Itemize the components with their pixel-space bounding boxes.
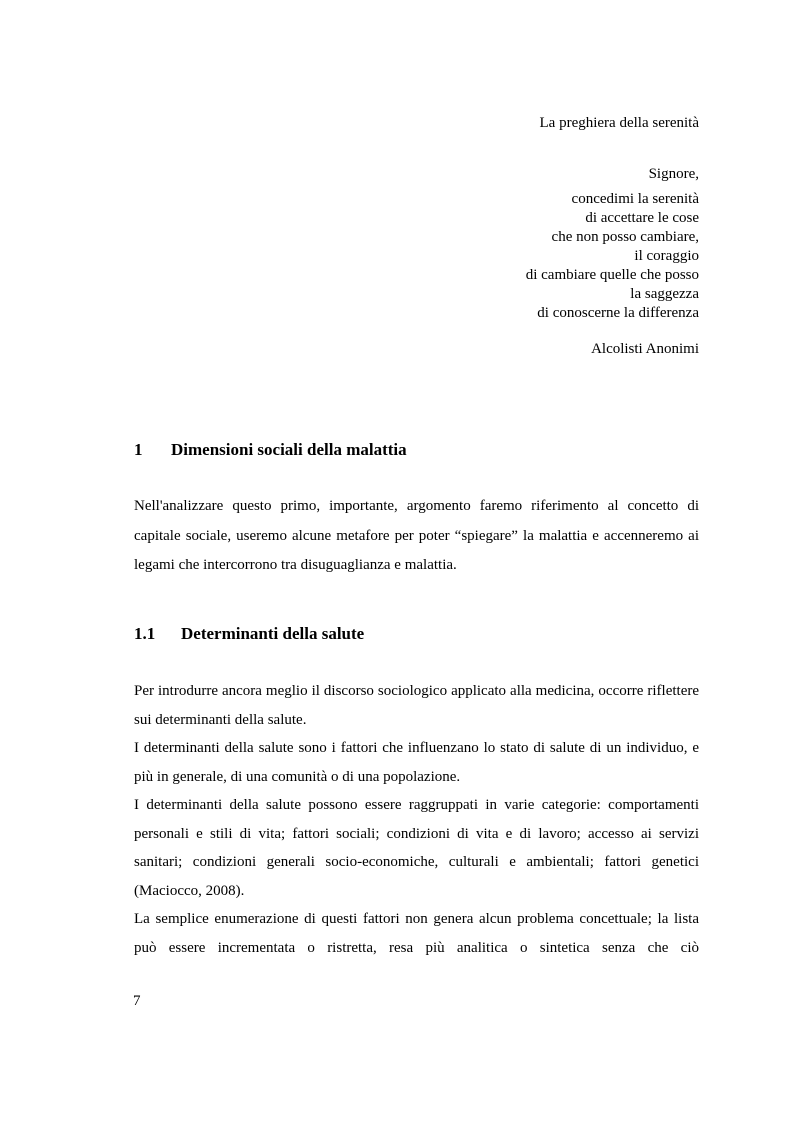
epigraph-author: Alcolisti Anonimi bbox=[591, 341, 699, 357]
epigraph-line: di accettare le cose bbox=[585, 210, 699, 226]
body-paragraph: I determinanti della salute sono i fattori che influenzano lo stato di salute di un individuo, e più in generale, di una comunità o di una popolazione. bbox=[134, 740, 699, 785]
epigraph-line: la saggezza bbox=[630, 286, 699, 302]
section-number: 1 bbox=[134, 440, 143, 459]
epigraph-line: di conoscerne la differenza bbox=[537, 305, 699, 321]
subsection-heading bbox=[134, 624, 364, 644]
subsection-body bbox=[134, 677, 699, 962]
page-number: 7 bbox=[133, 993, 141, 1009]
section-intro-paragraph: Nell'analizzare questo primo, importante, argomento faremo riferimento al concetto di capitale sociale, useremo alcune metafore per poter “spiegare” la malattia e accenneremo ai legami che intercorrono tra disuguaglianza e malattia. bbox=[134, 498, 699, 573]
subsection-number: 1.1 bbox=[134, 624, 156, 643]
body-paragraph: Per introdurre ancora meglio il discorso sociologico applicato alla medicina, occorre riflettere sui determinanti della salute. bbox=[134, 683, 699, 728]
epigraph bbox=[339, 114, 699, 359]
epigraph-line: che non posso cambiare, bbox=[551, 229, 699, 245]
subsection-title: Determinanti della salute bbox=[181, 624, 365, 643]
section-title: Dimensioni sociali della malattia bbox=[171, 440, 407, 459]
body-paragraph: La semplice enumerazione di questi fattori non genera alcun problema concettuale; la lista può essere incrementata o ristretta, resa più analitica o sintetica senza che ciò bbox=[134, 911, 699, 956]
epigraph-verse bbox=[339, 190, 699, 323]
section-heading bbox=[134, 440, 407, 460]
epigraph-line: concedimi la serenità bbox=[571, 191, 699, 207]
epigraph-line: di cambiare quelle che posso bbox=[525, 267, 699, 283]
epigraph-line: il coraggio bbox=[634, 248, 699, 264]
epigraph-salutation: Signore, bbox=[648, 166, 699, 182]
epigraph-title: La preghiera della serenità bbox=[539, 115, 699, 131]
body-paragraph: I determinanti della salute possono essere raggruppati in varie categorie: comportamenti personali e stili di vita; fattori sociali; condizioni di vita e di lavoro; accesso ai servizi sanitari; condizioni generali socio-economiche, culturali e ambientali; fattori genetici (Maciocco, 2008). bbox=[134, 797, 699, 899]
